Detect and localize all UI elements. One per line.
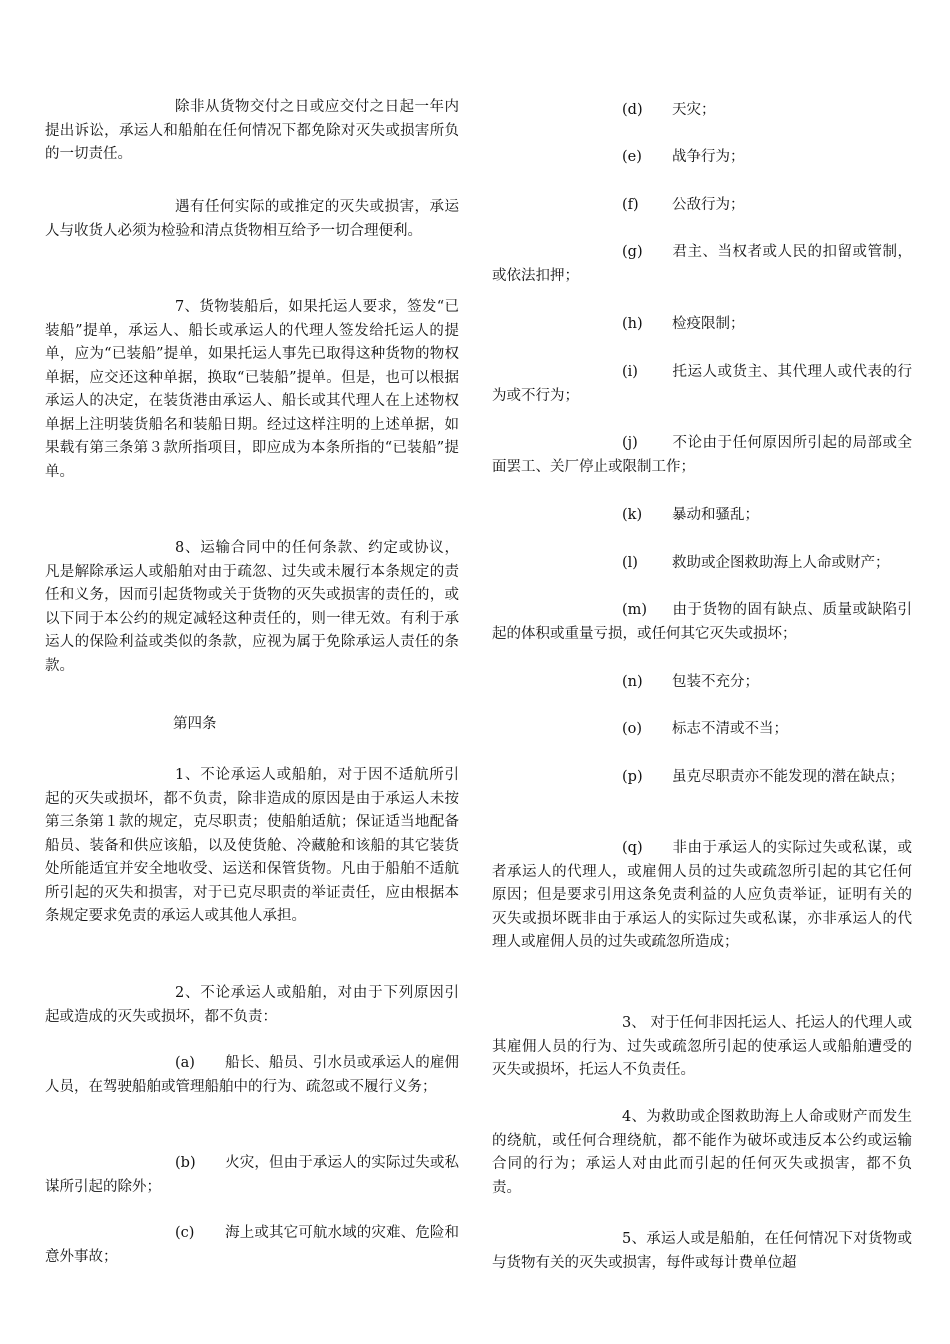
item-label: (b) — [175, 1155, 196, 1171]
paragraph-inspection: 遇有任何实际的或推定的灭失或损害，承运人与收货人必须为检验和清点货物相互给予一切合理便利。 — [45, 199, 459, 239]
list-item-l — [492, 552, 912, 576]
item-text: 非由于承运人的实际过失或私谋，或者承运人的代理人，或雇佣人员的过失或疏忽所引起的其它任何原因；但是要求引用这条免责利益的人应负责举证，证明有关的灭失或损坏既非由于承运人的实际过失或私谋，亦非承运人的代理人或雇佣人员的过失或疏忽所造成； — [492, 840, 912, 950]
item-label: (d) — [622, 102, 643, 118]
item-label: (i) — [622, 364, 638, 380]
paragraph-article4-4: 4、为救助或企图救助海上人命或财产而发生的绕航，或任何合理绕航，都不能作为破坏或违反本公约或运输合同的行为；承运人对由此而引起的任何灭失或损害，都不负责。 — [492, 1109, 912, 1196]
paragraph-claim-time-limit: 除非从货物交付之日或应交付之日起一年内提出诉讼，承运人和船舶在任何情况下都免除对灭失或损害所负的一切责任。 — [45, 99, 459, 162]
list-item-j — [492, 432, 912, 479]
item-text: 船长、船员、引水员或承运人的雇佣人员，在驾驶船舶或管理船舶中的行为、疏忽或不履行义务； — [45, 1055, 459, 1095]
item-label: (h) — [622, 316, 643, 332]
item-text: 包装不充分； — [672, 674, 759, 690]
item-text: 火灾，但由于承运人的实际过失或私谋所引起的除外； — [45, 1155, 459, 1195]
item-text: 托运人或货主、其代理人或代表的行为或不行为； — [492, 364, 912, 404]
list-item-q — [492, 837, 912, 955]
list-item-o — [492, 718, 912, 742]
item-label: (n) — [622, 674, 643, 690]
list-item-a — [45, 1052, 459, 1099]
item-text: 标志不清或不当； — [672, 721, 788, 737]
list-item-h — [492, 313, 912, 337]
list-item-k — [492, 504, 912, 528]
list-item-n — [492, 671, 912, 695]
item-label: (c) — [175, 1225, 195, 1241]
paragraph-article4-3: 3、 对于任何非因托运人、托运人的代理人或其雇佣人员的行为、过失或疏忽所引起的使承运人或船舶遭受的灭失或损坏，托运人不负责任。 — [492, 1015, 912, 1078]
item-text: 暴动和骚乱； — [672, 507, 759, 523]
article-heading: 第四条 — [173, 716, 217, 732]
item-label: (q) — [622, 840, 643, 856]
item-text: 不论由于任何原因所引起的局部或全面罢工、关厂停止或限制工作； — [492, 435, 912, 475]
list-item-i — [492, 361, 912, 408]
paragraph-article3-8: 8、运输合同中的任何条款、约定或协议，凡是解除承运人或船舶对由于疏忽、过失或未履行本条规定的责任和义务，因而引起货物或关于货物的灭失或损害的责任的，或以下同于本公约的规定减轻这种责任的，则一律无效。有利于承运人的保险利益或类似的条款，应视为属于免除承运人责任的条款。 — [45, 540, 459, 674]
paragraph-article4-1: 1、不论承运人或船舶，对于因不适航所引起的灭失或损坏，都不负责，除非造成的原因是由于承运人未按第三条第１款的规定，克尽职责；使船舶适航；保证适当地配备船员、装备和供应该船，以及使货舱、冷藏舱和该船的其它装货处所能适宜并安全地收受、运送和保管货物。凡由于船舶不适航所引起的灭失和损害，对于已克尽职责的举证责任，应由根据本条规定要求免责的承运人或其他人承担。 — [45, 767, 459, 924]
item-text: 公敌行为； — [672, 197, 745, 213]
item-text: 检疫限制； — [672, 316, 745, 332]
item-label: (m) — [622, 602, 648, 618]
item-text: 海上或其它可航水域的灾难、危险和意外事故； — [45, 1225, 459, 1265]
list-item-d — [492, 99, 912, 123]
list-item-b — [45, 1152, 459, 1199]
paragraph-article3-7: 7、货物装船后，如果托运人要求，签发“已装船”提单，承运人、船长或承运人的代理人签发给托运人的提单，应为“已装船”提单，如果托运人事先已取得这种货物的物权单据，应交还这种单据，换取“已装船”提单。但是，也可以根据承运人的决定，在装货港由承运人、船长或其代理人在上述物权单据上注明装货船名和装船日期。经过这样注明的上述单据，如果载有第三条第３款所指项目，即应成为本条所指的“已装船”提单。 — [45, 299, 459, 480]
list-item-f — [492, 194, 912, 218]
item-text: 战争行为； — [672, 149, 745, 165]
list-item-g — [492, 241, 912, 288]
item-text: 君主、当权者或人民的扣留或管制，或依法扣押； — [492, 244, 912, 284]
item-label: (p) — [622, 769, 643, 785]
item-label: (j) — [622, 435, 638, 451]
paragraph-article4-5: 5、承运人或是船舶，在任何情况下对货物或与货物有关的灭失或损害，每件或每计费单位超 — [492, 1231, 912, 1271]
item-label: (a) — [175, 1055, 195, 1071]
list-item-c — [45, 1222, 459, 1269]
item-label: (e) — [622, 149, 642, 165]
list-item-m — [492, 599, 912, 646]
item-label: (k) — [622, 507, 643, 523]
item-text: 虽克尽职责亦不能发现的潜在缺点； — [672, 769, 904, 785]
paragraph-article4-2: 2、不论承运人或船舶，对由于下列原因引起或造成的灭失或损坏，都不负责： — [45, 985, 459, 1025]
item-label: (f) — [622, 197, 639, 213]
item-text: 由于货物的固有缺点、质量或缺陷引起的体积或重量亏损，或任何其它灭失或损坏； — [492, 602, 912, 642]
item-label: (l) — [622, 555, 638, 571]
item-text: 救助或企图救助海上人命或财产； — [672, 555, 890, 571]
item-text: 天灾； — [672, 102, 716, 118]
item-label: (o) — [622, 721, 643, 737]
list-item-e — [492, 146, 912, 170]
item-label: (g) — [622, 244, 643, 260]
list-item-p — [492, 766, 912, 790]
